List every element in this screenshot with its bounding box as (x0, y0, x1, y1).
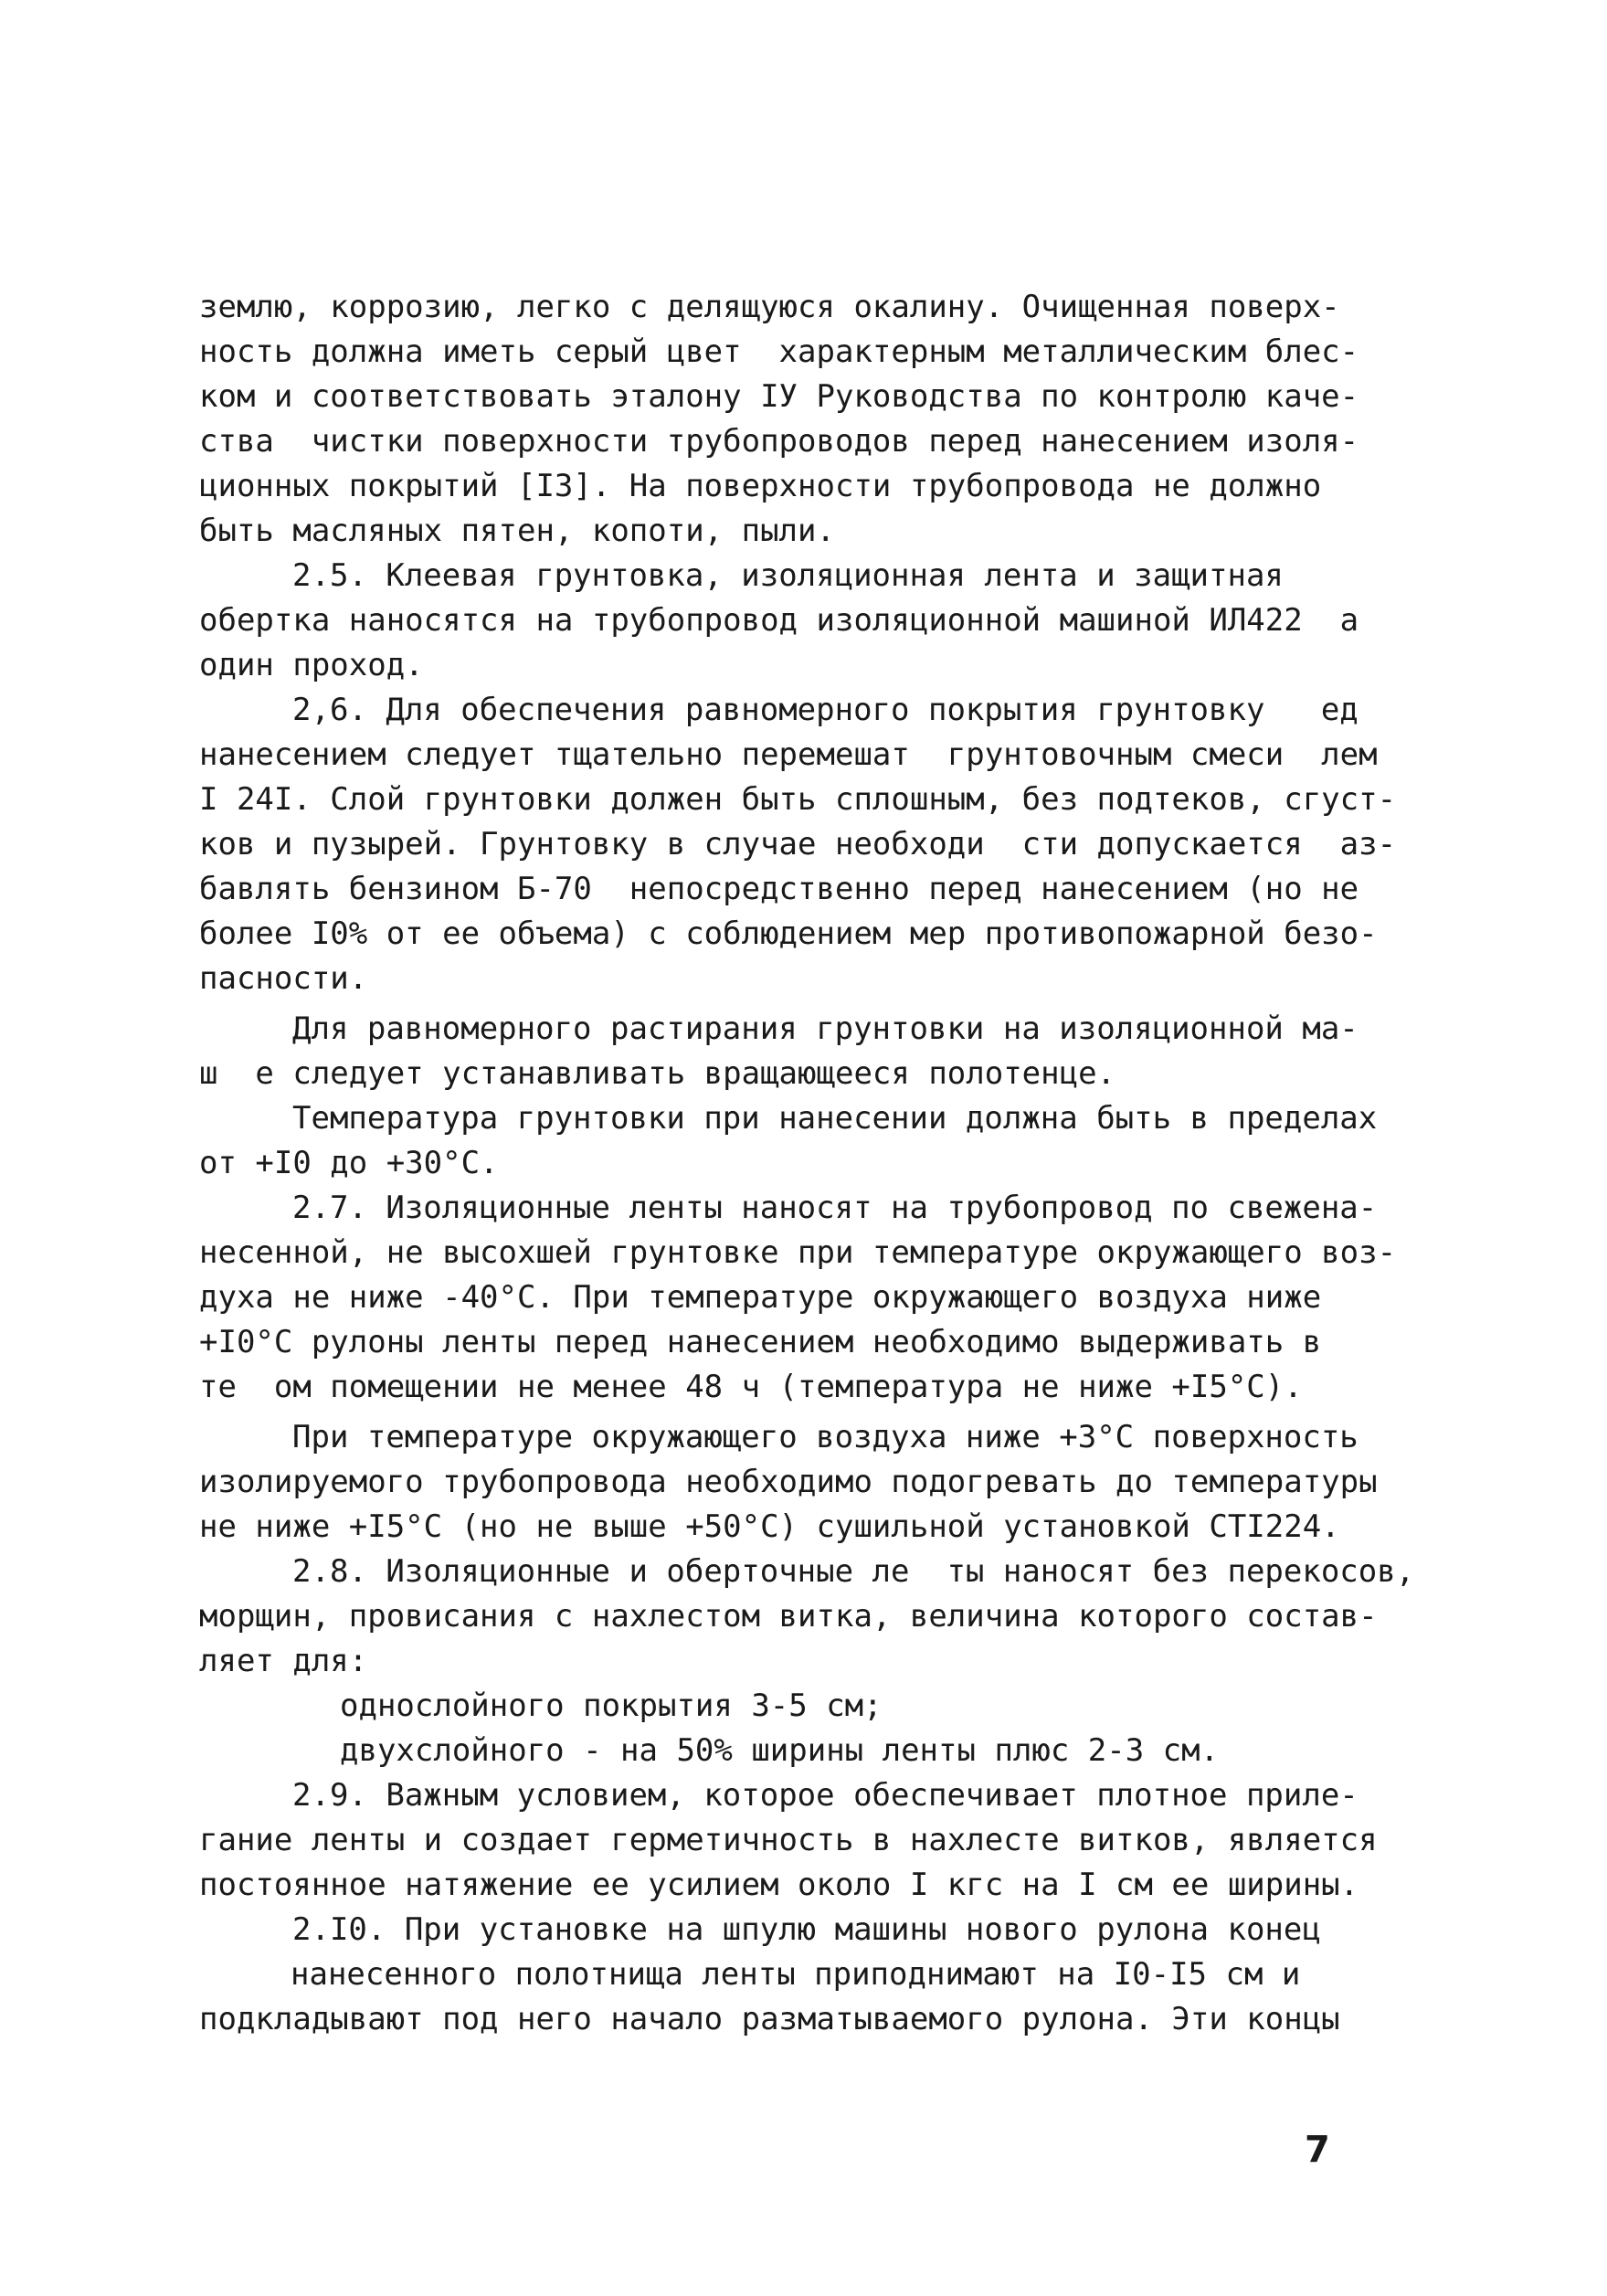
text-line: морщин, провисания с нахлестом витка, величина которого состав- (199, 1598, 1378, 1635)
text-line: нанесением следует тщательно перемешат грунтовочным смеси лем (199, 736, 1378, 773)
text-line: постоянное натяжение ее усилием около I кгс на I см ее ширины. (199, 1867, 1359, 1903)
text-line: изолируемого трубопровода необходимо подогревать до температуры (199, 1464, 1378, 1500)
text-line: быть масляных пятен, копоти, пыли. (199, 513, 835, 549)
text-line: более I0% от ее объема) с соблюдением мер противопожарной безо- (199, 915, 1378, 952)
text-line: бавлять бензином Б-70 непосредственно перед нанесением (но не (199, 871, 1359, 907)
text-line: I 24I. Слой грунтовки должен быть сплошным, без подтеков, сгуст- (199, 781, 1397, 818)
text-line: 2.I0. При установке на шпулю машины нового рулона конец (292, 1911, 1321, 1948)
text-line: Для равномерного растирания грунтовки на изоляционной ма- (292, 1010, 1359, 1047)
text-line: +I0°С рулоны ленты перед нанесением необходимо выдерживать в (199, 1324, 1322, 1360)
text-line: не ниже +I5°С (но не выше +50°С) сушильной установкой СТI224. (199, 1508, 1340, 1545)
text-line: однослойного покрытия 3-5 см; (340, 1688, 883, 1724)
text-line: ков и пузырей. Грунтовку в случае необходи сти допускается аз- (199, 826, 1397, 862)
text-line: 2.8. Изоляционные и оберточные ле ты наносят без перекосов, (292, 1553, 1415, 1590)
text-line: ш е следует устанавливать вращающееся полотенце. (199, 1055, 1116, 1092)
text-line: двухслойного - на 50% ширины ленты плюс 2-3 см. (340, 1732, 1220, 1769)
text-line: пасности. (199, 960, 368, 997)
text-line: нанесенного полотнища ленты приподнимают на I0-I5 см и (291, 1956, 1301, 1993)
text-line: 2.5. Клеевая грунтовка, изоляционная лента и защитная (292, 557, 1284, 594)
text-line: один проход. (199, 647, 424, 683)
text-line: духа не ниже -40°С. При температуре окружающего воздуха ниже (199, 1279, 1322, 1316)
text-line: 2.7. Изоляционные ленты наносят на трубопровод по свежена- (292, 1190, 1378, 1226)
text-line: землю, коррозию, легко с делящуюся окалину. Очищенная поверх- (199, 289, 1340, 325)
text-line: от +I0 до +30°С. (199, 1145, 499, 1181)
text-line: Температура грунтовки при нанесении должна быть в пределах (292, 1100, 1378, 1137)
text-line: подкладывают под него начало разматываемого рулона. Эти концы (199, 2001, 1340, 2037)
text-line: ства чистки поверхности трубопроводов перед нанесением изоля- (199, 423, 1359, 460)
text-line: те ом помещении не менее 48 ч (температура не ниже +I5°С). (199, 1369, 1303, 1405)
text-line: гание ленты и создает герметичность в нахлесте витков, является (199, 1822, 1378, 1858)
text-line: ком и соответствовать эталону IУ Руководства по контролю каче- (199, 378, 1359, 415)
text-line: обертка наносятся на трубопровод изоляционной машиной ИЛ422 а (199, 602, 1359, 639)
page-number: 7 (1305, 2129, 1330, 2171)
text-line: ность должна иметь серый цвет характерным металлическим блес- (199, 333, 1359, 370)
text-line: 2,6. Для обеспечения равномерного покрытия грунтовку ед (292, 692, 1359, 728)
text-line: несенной, не высохшей грунтовке при температуре окружающего воз- (199, 1234, 1397, 1271)
text-line: ляет для: (199, 1643, 368, 1679)
body-text (199, 285, 1415, 2042)
text-line: При температуре окружающего воздуха ниже +3°С поверхность (292, 1419, 1359, 1455)
text-line: 2.9. Важным условием, которое обеспечивает плотное приле- (292, 1777, 1359, 1814)
text-line: ционных покрытий [I3]. На поверхности трубопровода не должно (199, 468, 1322, 504)
